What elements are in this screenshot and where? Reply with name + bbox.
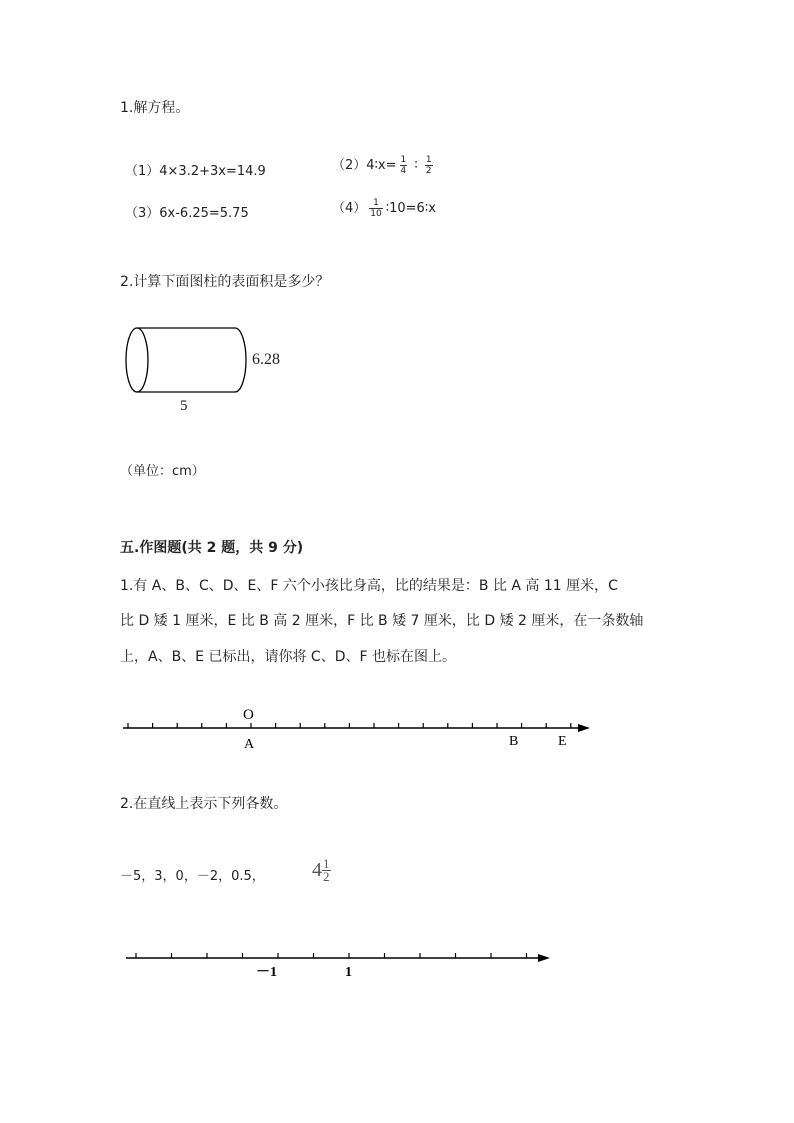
fraction-numerator: 1 [369,198,382,209]
mixed-number-denominator: 2 [323,869,330,884]
equation-3: （3）6x-6.25=5.75 [125,206,249,221]
equation-4-prefix: （4） [332,201,367,216]
fraction-numerator: 1 [425,155,432,165]
fraction-numerator: 1 [400,155,407,165]
q2-title: 2.计算下面图柱的表面积是多少？ [120,274,330,290]
label-a: A [244,737,255,752]
numbers-list: －5，3，0，－2，0.5， [120,869,265,884]
cylinder-left-face [126,328,148,392]
problem-2-title: 2.在直线上表示下列各数。 [120,796,288,812]
label-o: O [243,707,254,723]
equation-2-sep: ∶ [414,158,418,173]
label-e: E [558,734,567,749]
fraction-denominator: 2 [425,166,432,176]
equation-1: （1）4×3.2+3x=14.9 [125,164,266,179]
axis-ticks [136,953,527,958]
fraction-denominator: 10 [370,209,382,219]
equation-2 [332,155,436,177]
axis-arrow-icon [538,954,550,962]
mixed-number-fraction [322,858,331,883]
label-neg-1: －1 [256,965,277,980]
label-b: B [509,734,519,749]
cylinder-length-label: 5 [180,398,188,414]
q1-title: 1.解方程。 [120,100,190,116]
axis-arrow-icon [578,724,590,732]
equation-4 [332,198,436,220]
equation-2-fraction-2 [425,155,433,176]
problem-1-line-3: 上，A、B、E 已标出，请你将 C、D、F 也标在图上。 [120,649,456,665]
fraction-denominator: 4 [400,166,407,176]
section-heading: 五.作图题(共 2 题，共 9 分) [120,540,304,556]
mixed-number-numerator: 1 [323,856,330,871]
equation-4-suffix: ∶10=6∶x [385,201,436,216]
axis-ticks [128,723,571,728]
unit-note: （单位：cm） [120,464,205,479]
cylinder-circumference-label: 6.28 [252,351,280,368]
mixed-number [312,858,331,883]
cylinder-figure [115,320,305,420]
problem-1-line-1: 1.有 A、B、C、D、E、F 六个小孩比身高，比的结果是：B 比 A 高 11 厘米，C [120,578,618,594]
cylinder-right-face [235,328,246,392]
number-line-1 [0,700,794,760]
number-line-2 [0,940,794,990]
mixed-number-whole: 4 [312,859,322,881]
label-1: 1 [345,965,352,980]
equation-4-fraction [369,198,382,219]
equation-2-prefix: （2）4∶x= [332,158,397,173]
problem-1-line-2: 比 D 矮 1 厘米，E 比 B 高 2 厘米，F 比 B 矮 7 厘米，比 D 矮 2 厘米，在一条数轴 [120,613,644,629]
equation-2-fraction-1 [400,155,408,176]
